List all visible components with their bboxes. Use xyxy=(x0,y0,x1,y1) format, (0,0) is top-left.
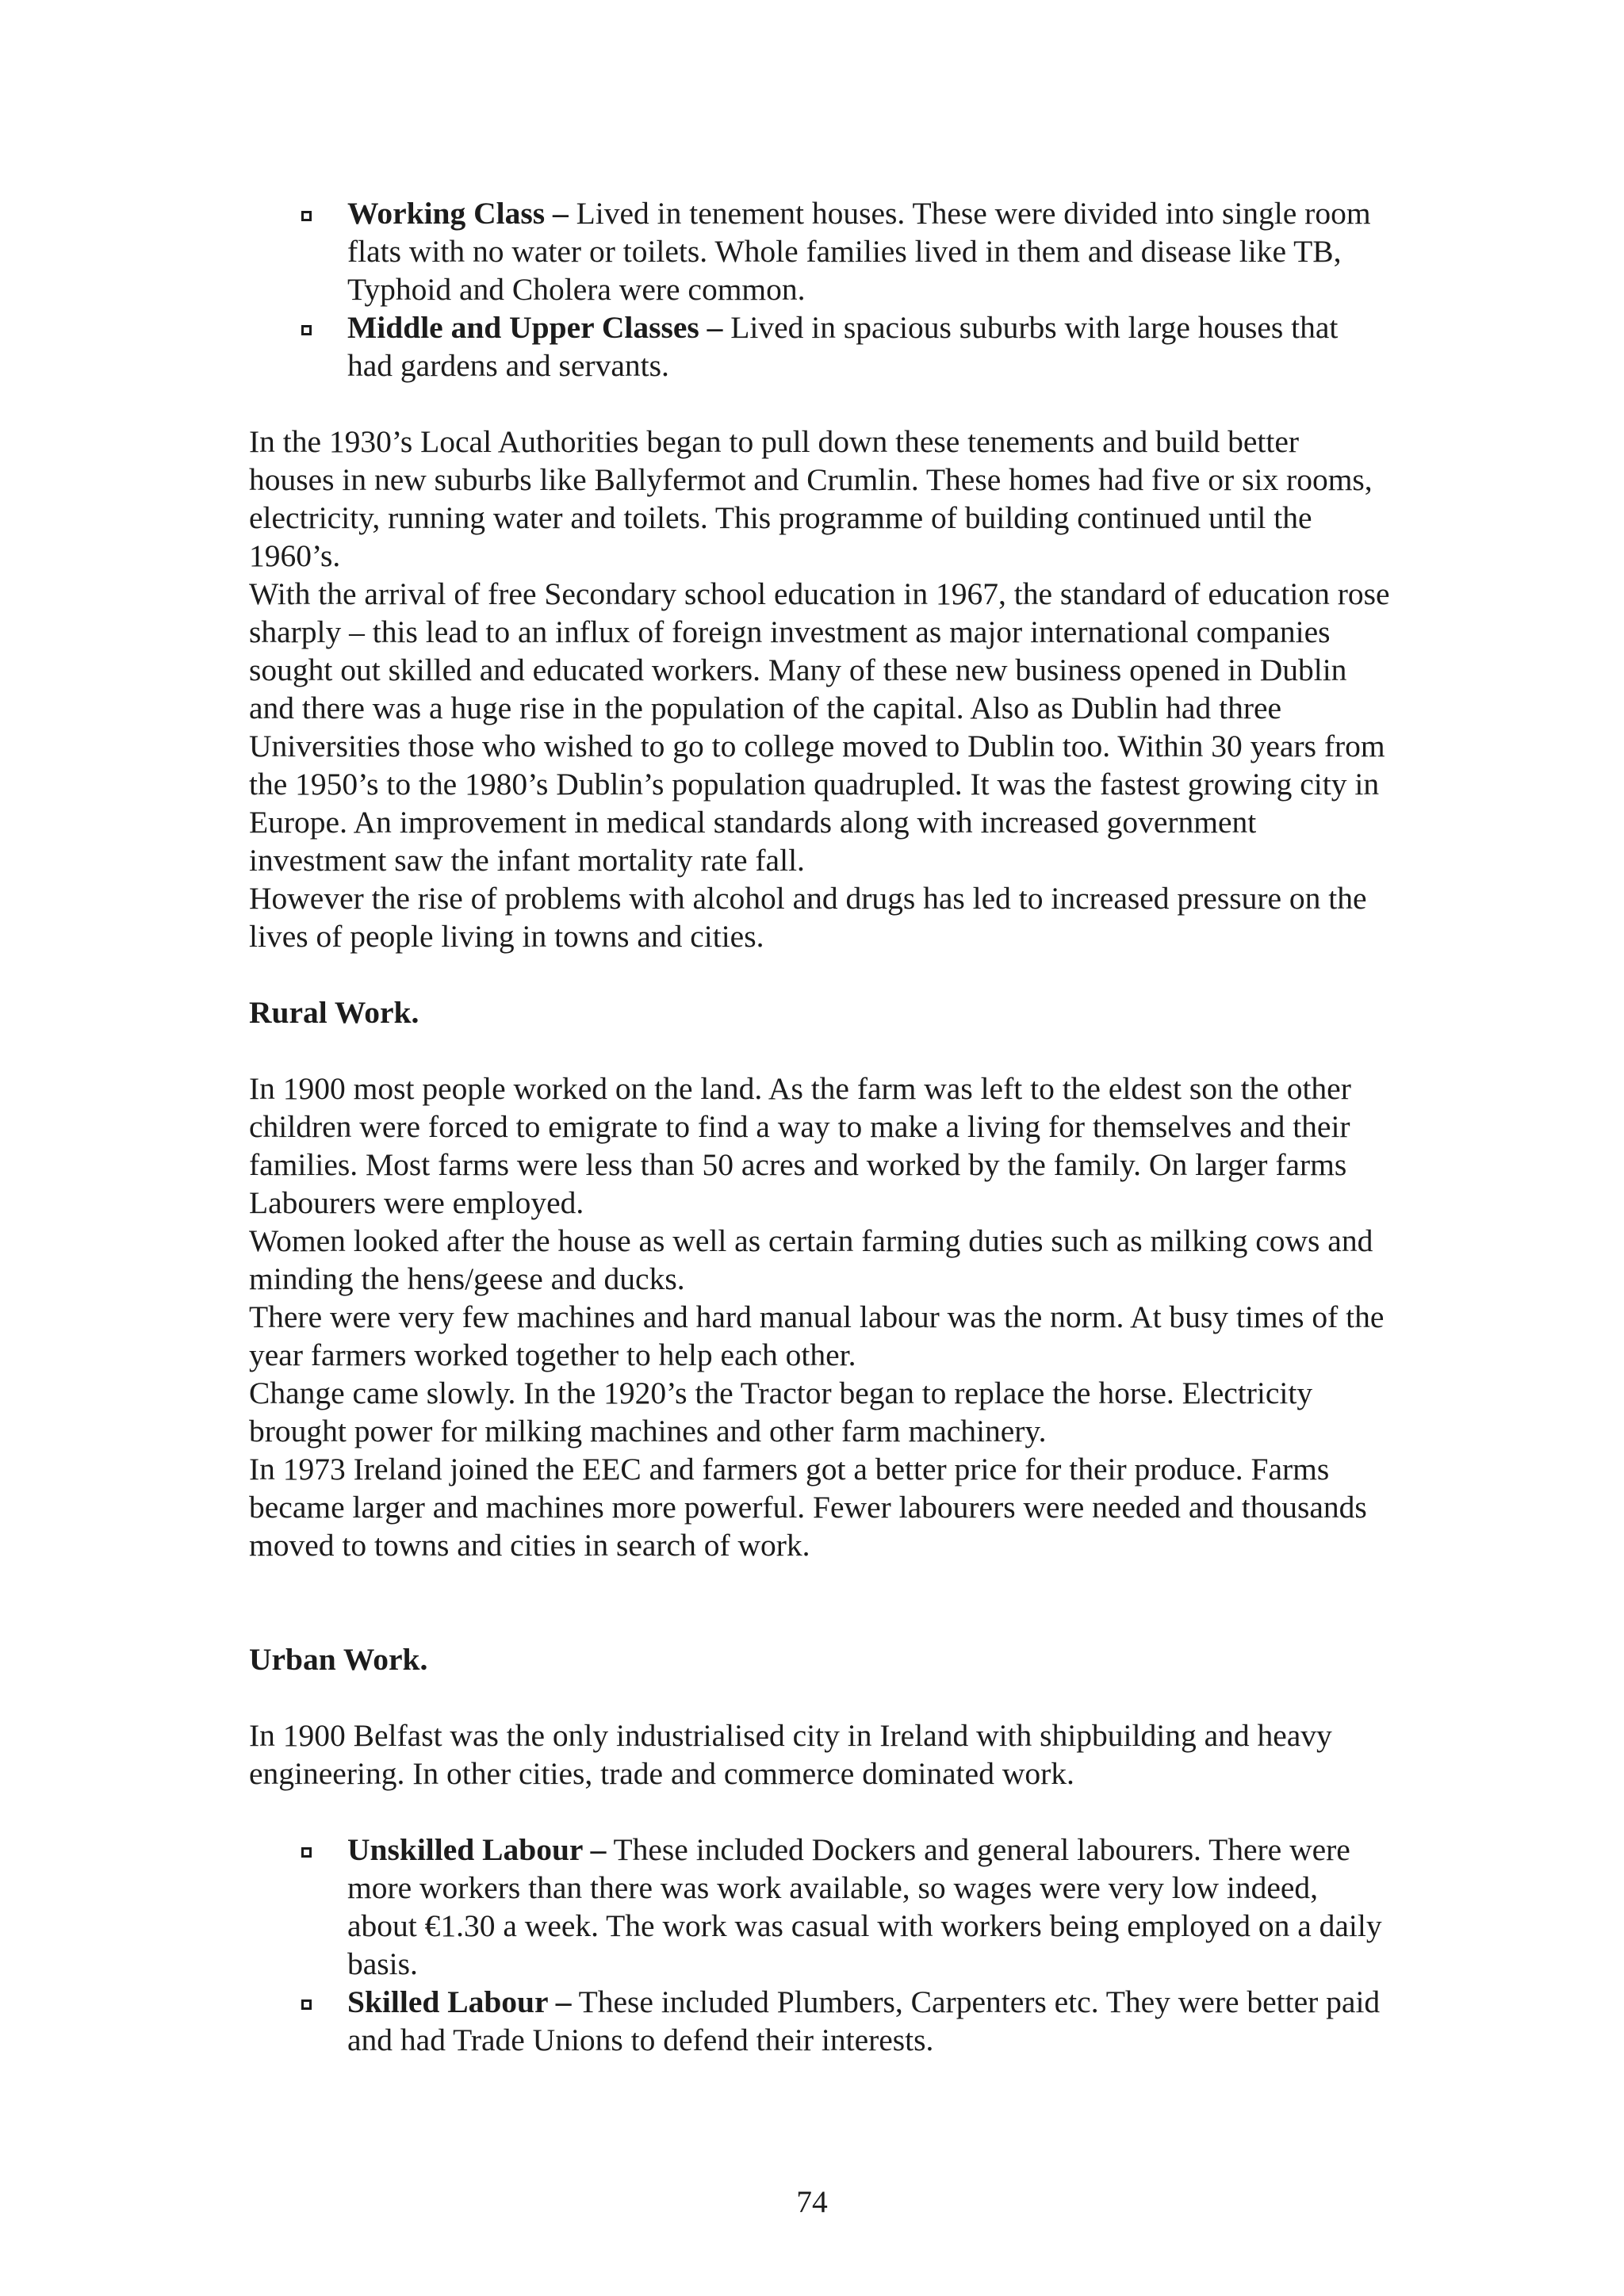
paragraph: With the arrival of free Secondary school education in 1967, the standard of education rose sharply – this lead to an influx of foreign investment as major international companies sought out skilled and educated workers. Many of these new business opened in Dublin and there was a huge rise in the population of the capital. Also as Dublin had three Universities those who wished to go to college moved to Dublin too. Within 30 years from the 1950’s to the 1980’s Dublin’s population quadrupled. It was the fastest growing city in Europe. An improvement in medical standards along with increased government investment saw the infant mortality rate fall. xyxy=(249,576,1390,878)
paragraph: In 1900 Belfast was the only industrialised city in Ireland with shipbuilding and heavy engineering. In other cities, trade and commerce dominated work. xyxy=(249,1718,1332,1791)
paragraph: Women looked after the house as well as certain farming duties such as milking cows and minding the hens/geese and ducks. xyxy=(249,1223,1373,1296)
checkbox-bullet-icon xyxy=(301,211,312,221)
paragraph: However the rise of problems with alcohol and drugs has led to increased pressure on the lives of people living in towns and cities. xyxy=(249,881,1367,954)
labour-bullet-list xyxy=(249,1831,1391,2059)
page-number: 74 xyxy=(796,2184,828,2219)
bullet-term: Skilled Labour – xyxy=(347,1984,572,2019)
bullet-text: These included Dockers and general labourers. There were more workers than there was work available, so wages were very low indeed, about €1.30 a week. The work was casual with workers being employed on a daily basis. xyxy=(347,1832,1382,1981)
paragraph: In the 1930’s Local Authorities began to pull down these tenements and build better houses in new suburbs like Ballyfermot and Crumlin. These homes had five or six rooms, electricity, running water and toilets. This programme of building continued until the 1960’s. xyxy=(249,424,1373,573)
checkbox-bullet-icon xyxy=(301,1999,312,2010)
list-item xyxy=(249,1983,1391,2059)
bullet-term: Working Class – xyxy=(347,196,569,231)
section-heading-urban-work: Urban Work. xyxy=(249,1642,428,1677)
checkbox-bullet-icon xyxy=(301,325,312,335)
checkbox-bullet-icon xyxy=(301,1847,312,1858)
housing-bullet-list xyxy=(249,194,1391,385)
paragraph: There were very few machines and hard manual labour was the norm. At busy times of the year farmers worked together to help each other. xyxy=(249,1299,1385,1372)
bullet-text: These included Plumbers, Carpenters etc. They were better paid and had Trade Unions to defend their interests. xyxy=(347,1984,1381,2057)
section-heading-rural-work: Rural Work. xyxy=(249,995,419,1030)
bullet-term: Unskilled Labour – xyxy=(347,1832,607,1867)
list-item xyxy=(249,194,1391,308)
paragraph: In 1900 most people worked on the land. As the farm was left to the eldest son the other children were forced to emigrate to find a way to make a living for themselves and their families. Most farms were less than 50 acres and worked by the family. On larger farms Labourers were employed. xyxy=(249,1071,1351,1220)
bullet-text: Lived in tenement houses. These were divided into single room flats with no water or toilets. Whole families lived in them and disease like TB, Typhoid and Cholera were common. xyxy=(347,196,1371,307)
list-item xyxy=(249,308,1391,385)
paragraph: Change came slowly. In the 1920’s the Tractor began to replace the horse. Electricity brought power for milking machines and other farm machinery. xyxy=(249,1376,1313,1448)
paragraph: In 1973 Ireland joined the EEC and farmers got a better price for their produce. Farms became larger and machines more powerful. Fewer labourers were needed and thousands moved to towns and cities in search of work. xyxy=(249,1452,1367,1563)
document-page xyxy=(249,194,1391,2059)
list-item xyxy=(249,1831,1391,1983)
bullet-term: Middle and Upper Classes – xyxy=(347,310,723,345)
bullet-text: Lived in spacious suburbs with large houses that had gardens and servants. xyxy=(347,310,1339,383)
